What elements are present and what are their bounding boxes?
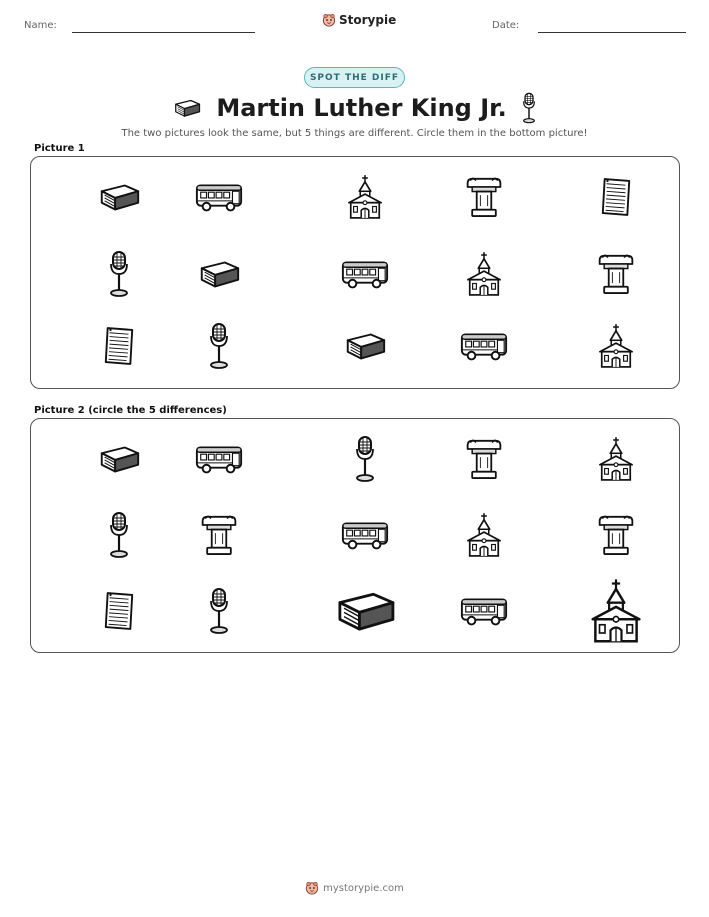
brand-name: Storypie	[339, 13, 397, 27]
podium-icon[interactable]	[596, 513, 636, 557]
picture-2-panel[interactable]	[30, 418, 680, 653]
brand-logo	[322, 13, 396, 27]
church-icon[interactable]	[465, 512, 503, 558]
paper-icon	[599, 176, 633, 218]
microphone-icon	[207, 322, 231, 370]
book-icon	[96, 181, 142, 213]
church-icon	[597, 323, 635, 369]
bus-icon[interactable]	[340, 518, 390, 552]
bus-icon[interactable]	[459, 594, 509, 628]
book-icon[interactable]	[96, 443, 142, 475]
name-line[interactable]	[72, 32, 255, 33]
picture-1-panel	[30, 156, 680, 389]
podium-icon	[596, 252, 636, 296]
instructions: The two pictures look the same, but 5 things are different. Circle them in the bottom picture!	[121, 128, 588, 139]
microphone-icon	[521, 92, 537, 124]
church-icon[interactable]	[597, 436, 635, 482]
storypie-mascot-icon	[305, 881, 319, 895]
church-icon[interactable]	[589, 578, 644, 645]
page-title: Martin Luther King Jr.	[216, 94, 507, 122]
church-icon	[465, 251, 503, 297]
bus-icon	[340, 257, 390, 291]
paper-icon	[102, 325, 136, 367]
podium-icon[interactable]	[199, 513, 239, 557]
book-icon	[342, 330, 388, 362]
microphone-icon	[107, 250, 131, 298]
podium-icon	[464, 175, 504, 219]
church-icon	[346, 174, 384, 220]
title-row	[0, 90, 709, 126]
microphone-icon[interactable]	[107, 511, 131, 559]
bus-icon	[194, 180, 244, 214]
picture-2-label: Picture 2 (circle the 5 differences)	[34, 405, 227, 416]
date-line[interactable]	[538, 32, 686, 33]
spot-the-diff-badge: SPOT THE DIFF	[304, 67, 405, 88]
microphone-icon[interactable]	[353, 435, 377, 483]
date-label: Date:	[492, 20, 520, 31]
footer-url: mystorypie.com	[323, 882, 404, 894]
footer	[0, 881, 709, 895]
book-icon[interactable]	[332, 588, 399, 634]
bus-icon[interactable]	[194, 442, 244, 476]
podium-icon[interactable]	[464, 437, 504, 481]
name-label: Name:	[24, 20, 57, 31]
storypie-mascot-icon	[322, 13, 336, 27]
book-icon	[196, 258, 242, 290]
picture-1-label: Picture 1	[34, 143, 85, 154]
bus-icon	[459, 329, 509, 363]
paper-icon[interactable]	[102, 590, 136, 632]
book-icon	[172, 98, 202, 118]
microphone-icon[interactable]	[207, 587, 231, 635]
